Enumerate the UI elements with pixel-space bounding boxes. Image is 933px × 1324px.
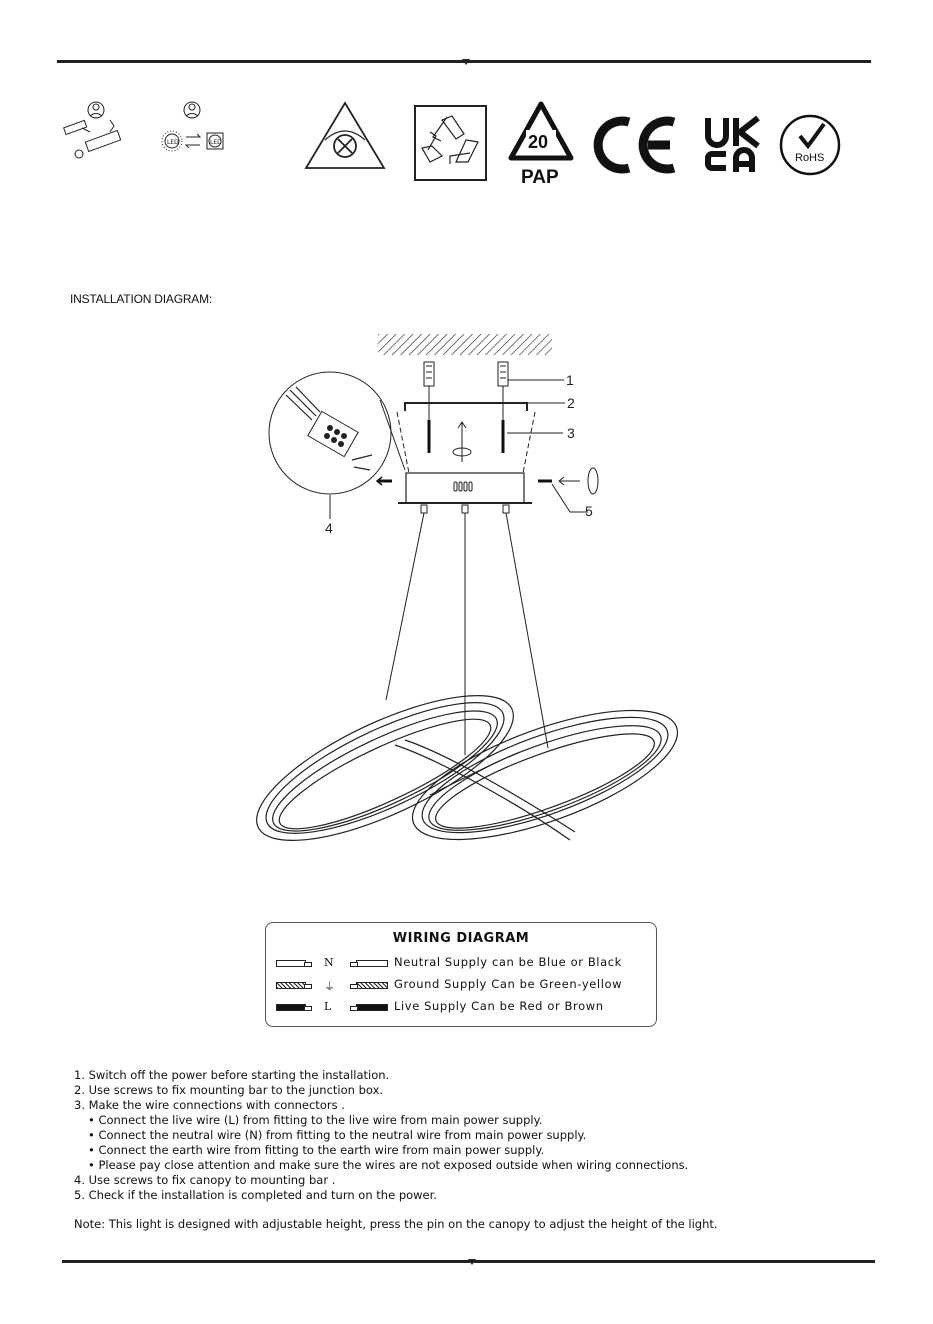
callout-4: 4	[325, 520, 333, 536]
live-wire-icon	[276, 1004, 306, 1011]
instruction-step: 1. Switch off the power before starting the installation.	[74, 1068, 390, 1082]
ground-supply-text: Ground Supply Can be Green-yellow	[394, 977, 623, 991]
ce-mark-icon	[598, 121, 674, 169]
instruction-step: 5. Check if the installation is completed and turn on the power.	[74, 1188, 437, 1202]
installation-diagram	[0, 320, 933, 880]
svg-text:RoHS: RoHS	[795, 152, 825, 164]
bottom-rule	[62, 1260, 875, 1263]
svg-text:PAP: PAP	[521, 167, 559, 188]
ground-symbol: ⏚	[324, 980, 335, 993]
ceiling-hatch	[378, 334, 552, 355]
neutral-supply-text: Neutral Supply can be Blue or Black	[394, 955, 622, 969]
recycle-icon	[415, 106, 486, 180]
ukca-mark-icon	[708, 118, 758, 172]
rohs-icon	[781, 116, 839, 174]
instruction-bullet: • Connect the earth wire from fitting to the earth wire from main power supply.	[88, 1143, 545, 1157]
instruction-step: 4. Use screws to fix canopy to mounting bar .	[74, 1173, 336, 1187]
instruction-step: 2. Use screws to fix mounting bar to the junction box.	[74, 1083, 384, 1097]
certification-icons-row	[0, 0, 933, 200]
ground-wire-icon	[276, 982, 306, 989]
callout-3: 3	[567, 425, 575, 441]
wiring-row-live	[266, 1000, 656, 1018]
wall-anchor	[424, 362, 508, 386]
installation-diagram-title: INSTALLATION DIAGRAM:	[70, 292, 213, 306]
svg-text:20: 20	[528, 132, 549, 152]
wiring-row-neutral	[266, 956, 656, 974]
instruction-bullet: • Connect the neutral wire (N) from fitting to the neutral wire from main power supply.	[88, 1128, 587, 1142]
pap-20-icon	[511, 104, 571, 188]
fitting-replacement-icon	[64, 102, 121, 158]
svg-text:LED: LED	[210, 139, 222, 146]
callout-5: 5	[585, 503, 593, 519]
do-not-cover-icon	[306, 103, 384, 168]
live-supply-text: Live Supply Can be Red or Brown	[394, 999, 604, 1013]
installation-instructions	[74, 1068, 688, 1203]
wiring-diagram-box	[265, 922, 657, 1027]
suspension-cable	[386, 513, 548, 755]
callout-1: 1	[566, 372, 574, 388]
mounting-bar	[405, 403, 527, 411]
wiring-diagram-title: WIRING DIAGRAM	[392, 931, 530, 946]
connector-detail-circle	[269, 372, 405, 494]
wiring-row-ground	[266, 978, 656, 996]
neutral-wire-icon	[356, 960, 388, 967]
led-replacement-icon	[162, 102, 223, 151]
instruction-step: 3. Make the wire connections with connectors .	[74, 1098, 345, 1112]
neutral-wire-icon	[276, 960, 306, 967]
ground-wire-icon	[356, 982, 388, 989]
live-symbol: L	[324, 1000, 332, 1013]
callout-2: 2	[567, 395, 575, 411]
svg-text:LED: LED	[167, 139, 179, 146]
instruction-bullet: • Connect the live wire (L) from fitting to the live wire from main power supply.	[88, 1113, 543, 1127]
adjustable-height-note: Note: This light is designed with adjustable height, press the pin on the canopy to adjust the height of the light.	[74, 1217, 718, 1231]
neutral-symbol: N	[324, 956, 334, 969]
instruction-bullet: • Please pay close attention and make sure the wires are not exposed outside when wiring connections.	[88, 1158, 689, 1172]
live-wire-icon	[356, 1004, 388, 1011]
canopy	[406, 473, 524, 503]
